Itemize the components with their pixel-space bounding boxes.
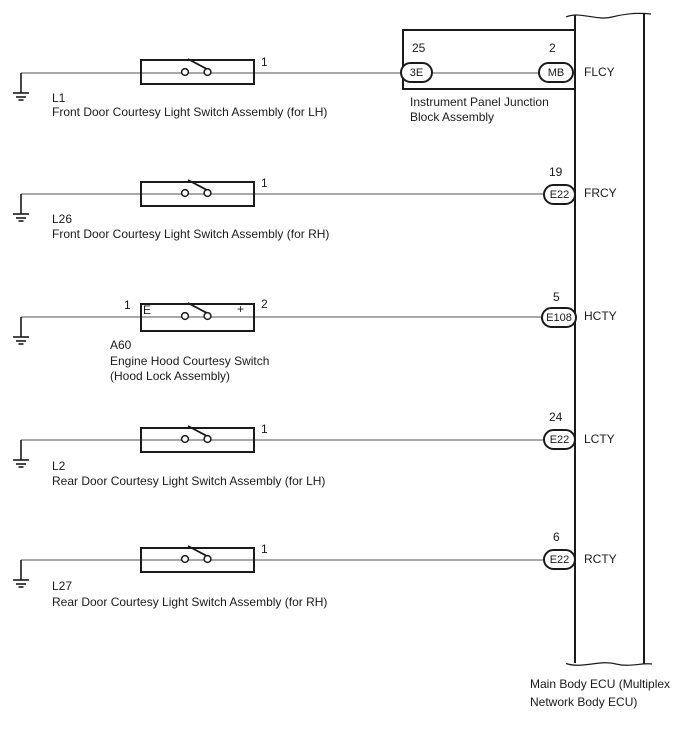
ground-icon-a60 xyxy=(13,317,29,344)
component-name-a60-line1: Engine Hood Courtesy Switch xyxy=(110,354,270,368)
switch-box-l27 xyxy=(140,547,255,573)
pin-number-mb: 2 xyxy=(549,41,556,55)
ecu-body-outline xyxy=(566,13,652,665)
connector-3e: 3E xyxy=(400,62,433,83)
signal-label-rcty: RCTY xyxy=(584,552,617,566)
ground-icon-l27 xyxy=(13,560,29,587)
connector-e22-frcy: E22 xyxy=(543,184,576,205)
signal-label-frcy: FRCY xyxy=(584,186,617,200)
component-id-l26: L26 xyxy=(52,212,73,226)
pin-number-hcty: 5 xyxy=(553,290,560,304)
ground-icon-l2 xyxy=(13,440,29,467)
pin-number-l2: 1 xyxy=(261,422,268,436)
component-id-a60: A60 xyxy=(110,338,132,352)
pin-number-rcty: 6 xyxy=(553,530,560,544)
pin-number-lcty: 24 xyxy=(549,410,563,424)
pin-number-l26: 1 xyxy=(261,176,268,190)
connector-e108-hcty: E108 xyxy=(541,307,577,328)
pin-number-l1: 1 xyxy=(261,55,268,69)
terminal-label-e: E xyxy=(143,303,152,317)
component-name-l1: Front Door Courtesy Light Switch Assembly (for LH) xyxy=(52,105,328,119)
pin-number-3e: 25 xyxy=(412,41,426,55)
pin-number-frcy: 19 xyxy=(549,165,563,179)
ecu-name-line1: Main Body ECU (Multiplex xyxy=(530,677,671,691)
junction-block-name-line1: Instrument Panel Junction xyxy=(410,95,549,109)
pin-number-l27: 1 xyxy=(261,542,268,556)
signal-label-hcty: HCTY xyxy=(584,309,617,323)
ground-icon-l26 xyxy=(13,194,29,221)
component-name-l2: Rear Door Courtesy Light Switch Assembly (for LH) xyxy=(52,474,326,488)
connector-e22-rcty: E22 xyxy=(543,549,576,570)
ecu-name-line2: Network Body ECU) xyxy=(530,695,638,709)
signal-label-lcty: LCTY xyxy=(584,432,615,446)
switch-box-l2 xyxy=(140,427,255,453)
component-name-l26: Front Door Courtesy Light Switch Assembly (for RH) xyxy=(52,227,330,241)
ground-icon-l1 xyxy=(13,73,29,100)
component-id-l2: L2 xyxy=(52,459,66,473)
switch-box-l1 xyxy=(140,59,255,85)
switch-box-l26 xyxy=(140,181,255,207)
terminal-label-plus: + xyxy=(237,302,245,316)
pin-number-a60-right: 2 xyxy=(261,297,268,311)
component-name-l27: Rear Door Courtesy Light Switch Assembly (for RH) xyxy=(52,595,328,609)
component-id-l27: L27 xyxy=(52,579,73,593)
component-id-l1: L1 xyxy=(52,91,66,105)
signal-label-flcy: FLCY xyxy=(584,65,615,79)
component-name-a60-line2: (Hood Lock Assembly) xyxy=(110,369,231,383)
connector-mb: MB xyxy=(538,62,574,83)
connector-e22-lcty: E22 xyxy=(543,429,576,450)
pin-number-a60-left: 1 xyxy=(124,298,131,312)
junction-block-name-line2: Block Assembly xyxy=(410,110,495,124)
